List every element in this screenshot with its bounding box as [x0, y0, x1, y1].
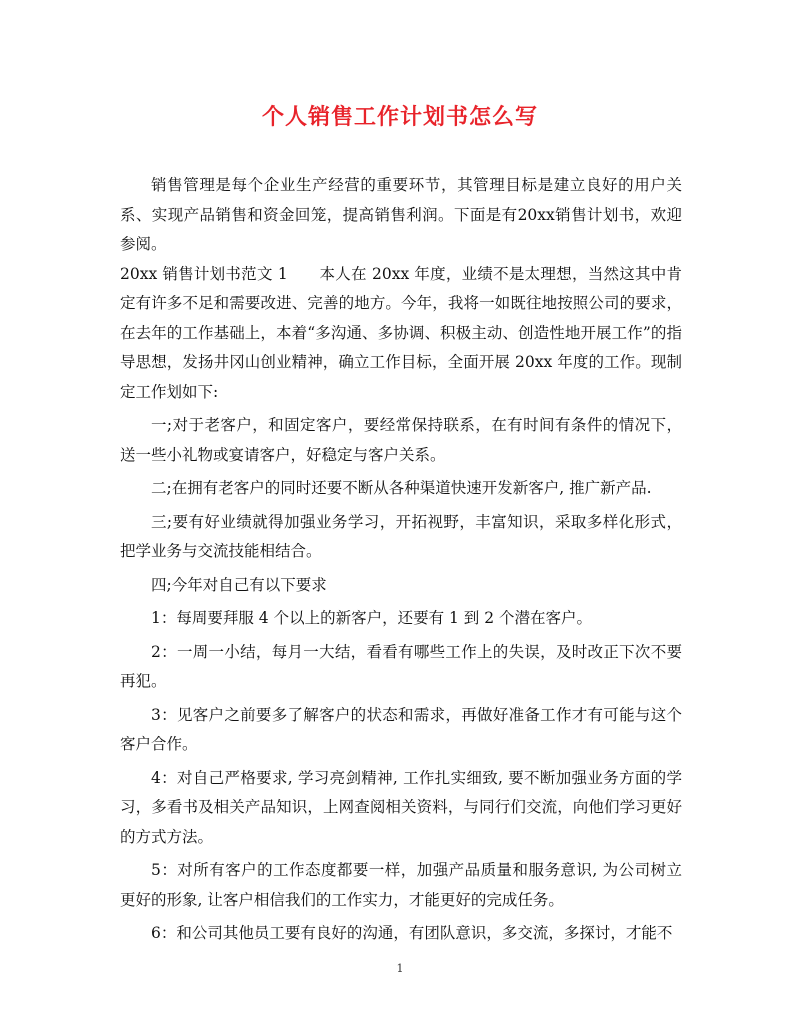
paragraph-requirement-4: 4：对自己严格要求, 学习亮剑精神, 工作扎实细致, 要不断加强业务方面的学习，多看书及相关产品知识，上网查阅相关资料，与同行们交流，向他们学习更好的方式方法。: [120, 768, 682, 846]
paragraph-requirement-3: 3：见客户之前要多了解客户的状态和需求，再做好准备工作才有可能与这个客户合作。: [120, 705, 682, 753]
paragraph-intro: 销售管理是每个企业生产经营的重要环节，其管理目标是建立良好的用户关系、实现产品销售和资金回笼，提高销售利润。下面是有20xx销售计划书，欢迎参阅。: [120, 176, 682, 253]
paragraph-requirement-2: 2：一周一小结，每月一大结，看看有哪些工作上的失误，及时改正下次不要再犯。: [120, 642, 682, 690]
paragraph-item-4: 四;今年对自己有以下要求: [151, 575, 327, 594]
page-number: 1: [396, 962, 404, 975]
paragraph-requirement-5: 5：对所有客户的工作态度都要一样，加强产品质量和服务意识, 为公司树立更好的形象, 让客户相信我们的工作实力，才能更好的完成任务。: [120, 861, 682, 909]
paragraph-item-1: 一;对于老客户，和固定客户，要经常保持联系，在有时间有条件的情况下，送一些小礼物或宴请客户，好稳定与客户关系。: [120, 416, 682, 464]
paragraph-requirement-6: 6：和公司其他员工要有良好的沟通，有团队意识，多交流，多探讨，才能不: [151, 924, 673, 942]
paragraph-requirement-1: 1：每周要拜服 4 个以上的新客户，还要有 1 到 2 个潜在客户。: [151, 609, 593, 627]
paragraph-item-3: 三;要有好业绩就得加强业务学习，开拓视野，丰富知识，采取多样化形式，把学业务与交流技能相结合。: [120, 512, 682, 560]
document-body: [120, 171, 682, 949]
document-title: 个人销售工作计划书怎么写: [261, 104, 538, 130]
paragraph-sample-1: 20xx 销售计划书范文 1 本人在 20xx 年度，业绩不是太理想，当然这其中肯定有许多不足和需要改进、完善的地方。今年，我将一如既往地按照公司的要求，在去年的工作基础上，本着“多沟通、多协调、积极主动、创造性地开展工作”的指导思想，发扬井冈山创业精神，确立工作目标，全面开展 20xx 年度的工作。现制定工作划如下:: [120, 264, 682, 401]
paragraph-item-2: 二;在拥有老客户的同时还要不断从各种渠道快速开发新客户, 推广新产品.: [151, 479, 652, 497]
